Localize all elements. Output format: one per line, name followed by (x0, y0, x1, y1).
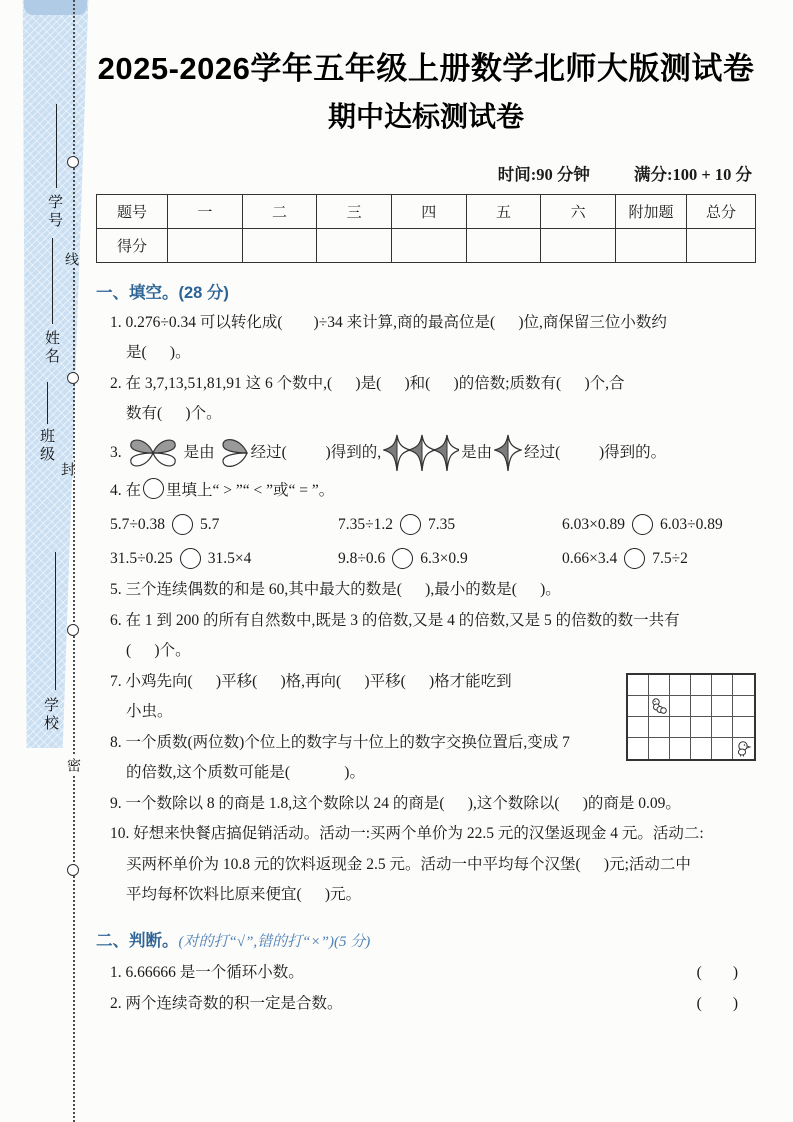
q3-text1: 是由 (183, 443, 215, 461)
full-score: 满分:100 + 10 分 (633, 164, 752, 184)
q7-line2: 小虫。 (126, 703, 173, 721)
student-id-label: 学号 (46, 194, 62, 230)
judge-item-1 (96, 957, 756, 989)
name-label: 姓名 (43, 330, 59, 366)
q2-line2: 数有( )个。 (126, 405, 222, 423)
compare-circle-icon (172, 514, 193, 535)
score-table (96, 194, 756, 263)
q4-line (96, 476, 756, 507)
compare-circle-icon (180, 548, 201, 569)
binding-hole (67, 372, 79, 384)
binding-hole (67, 156, 79, 168)
worm-icon (650, 697, 668, 715)
q7-line1: 7. 小鸡先向( )平移( )格,再向( )平移( )格才能吃到 (110, 672, 512, 690)
q8-line2: 的倍数,这个质数可能是( )。 (126, 764, 365, 782)
score-cell (391, 228, 466, 262)
binding-hole (67, 864, 79, 876)
binding-dotted-line (73, 0, 75, 1122)
judge1-text: 1. 6.66666 是一个循环小数。 (110, 963, 304, 981)
school-blank-line (55, 552, 56, 690)
time-limit: 时间:90 分钟 (497, 164, 590, 184)
score-cell (466, 228, 541, 262)
q8-line1: 8. 一个质数(两位数)个位上的数字与十位上的数字交换位置后,变成 7 (110, 733, 570, 751)
q9-line: 9. 一个数除以 8 的商是 1.8,这个数除以 24 的商是( ),这个数除以( )的商是 0.09。 (110, 794, 681, 812)
score-row-label: 得分 (97, 228, 168, 262)
binding-hole (67, 624, 79, 636)
class-blank-line (47, 382, 48, 424)
translation-grid-illustration (626, 673, 756, 761)
score-cell (541, 228, 616, 262)
star-row-icon (383, 433, 459, 473)
butterfly-shape-icon (124, 434, 182, 472)
q4-text2: 里填上“ > ”“ < ”或“ = ”。 (166, 481, 335, 499)
section1-heading: 一、填空。(28 分) (96, 283, 229, 302)
class-label: 班级 (38, 428, 54, 464)
score-cell (616, 228, 687, 262)
q3-number: 3. (110, 443, 122, 461)
binding-strip-cap (24, 0, 87, 15)
section2-heading (96, 926, 756, 957)
score-cell (168, 228, 243, 262)
score-table-score-row (97, 228, 756, 262)
score-cell (317, 228, 392, 262)
compare-circle-icon (143, 478, 164, 499)
school-label: 学校 (42, 697, 58, 733)
section2-heading-main: 二、判断。 (96, 931, 179, 950)
compare-circle-icon (400, 514, 421, 535)
score-table-corner: 题号 (97, 194, 168, 228)
seal-char-feng: 封 (59, 462, 74, 476)
judge-item-2 (96, 988, 756, 1020)
section2-heading-note: (对的打“√”,错的打“×”)(5 分) (178, 933, 371, 950)
cmp-item-3: 6.03×0.89 6.03÷0.89 (562, 514, 756, 535)
paper-title: 2025-2026学年五年级上册数学北师大版测试卷 (97, 51, 755, 86)
q2-line1: 2. 在 3,7,13,51,81,91 这 6 个数中,( )是( )和( )的倍数;质数有( )个,合 (110, 374, 625, 392)
q6-line2: ( )个。 (126, 642, 191, 660)
score-col-3: 三 (317, 194, 392, 228)
score-col-6: 六 (541, 194, 616, 228)
cmp-item-4: 31.5÷0.25 31.5×4 (110, 548, 338, 569)
cmp-item-5: 9.8÷0.6 6.3×0.9 (338, 548, 562, 569)
score-col-2: 二 (242, 194, 317, 228)
score-cell (242, 228, 317, 262)
score-col-total: 总分 (687, 194, 756, 228)
score-col-4: 四 (391, 194, 466, 228)
student-id-blank-line (56, 104, 57, 188)
q1-line2: 是( )。 (126, 344, 191, 362)
q3-text3: 是由 (461, 443, 493, 461)
q10-line3: 平均每杯饮料比原来便宜( )元。 (126, 886, 362, 904)
paper-subtitle: 期中达标测试卷 (327, 100, 524, 132)
butterfly-unit-icon (217, 434, 249, 472)
chick-cell (733, 738, 754, 759)
section-judge (96, 926, 756, 1020)
q1-line1: 1. 0.276÷0.34 可以转化成( )÷34 来计算,商的最高位是( )位,商保留三位小数约 (110, 313, 667, 331)
score-col-bonus: 附加题 (616, 194, 687, 228)
binding-strip (0, 0, 95, 748)
section-fill-blanks (96, 278, 756, 911)
cmp-item-6: 0.66×3.4 7.5÷2 (562, 548, 756, 569)
paper-content (96, 50, 756, 1020)
comparison-grid (96, 514, 756, 569)
name-blank-line (52, 238, 53, 324)
compare-circle-icon (632, 514, 653, 535)
judge1-answer-blank: ( ) (696, 963, 738, 981)
compare-circle-icon (392, 548, 413, 569)
compare-circle-icon (624, 548, 645, 569)
q3-text2: 经过( )得到的, (250, 443, 382, 461)
seal-char-mi: 密 (65, 758, 80, 772)
score-col-1: 一 (168, 194, 243, 228)
judge2-answer-blank: ( ) (696, 995, 738, 1013)
score-table-header-row (97, 194, 756, 228)
score-cell (687, 228, 756, 262)
q10-line2: 买两杯单价为 10.8 元的饮料返现金 2.5 元。活动一中平均每个汉堡( )元;活动二中 (126, 855, 691, 873)
exam-info-line (96, 161, 756, 185)
q10-line1: 10. 好想来快餐店搞促销活动。活动一:买两个单价为 22.5 元的汉堡返现金 4 元。活动二: (110, 825, 704, 843)
cmp-item-1: 5.7÷0.38 5.7 (110, 514, 338, 535)
seal-char-line: 线 (63, 252, 78, 266)
q5-line: 5. 三个连续偶数的和是 60,其中最大的数是( ),最小的数是( )。 (110, 581, 561, 599)
q3-line (96, 430, 756, 476)
q7-q8-block (96, 667, 756, 789)
q4-text1: 4. 在 (110, 481, 142, 499)
q6-line1: 6. 在 1 到 200 的所有自然数中,既是 3 的倍数,又是 4 的倍数,又是 5 的倍数的数一共有 (110, 611, 680, 629)
q3-text4: 经过( )得到的。 (524, 443, 667, 461)
worm-cell (649, 696, 670, 717)
score-col-5: 五 (466, 194, 541, 228)
chick-icon (734, 739, 752, 757)
judge2-text: 2. 两个连续奇数的积一定是合数。 (110, 995, 343, 1013)
cmp-item-2: 7.35÷1.2 7.35 (338, 514, 562, 535)
star-unit-icon (494, 433, 522, 473)
